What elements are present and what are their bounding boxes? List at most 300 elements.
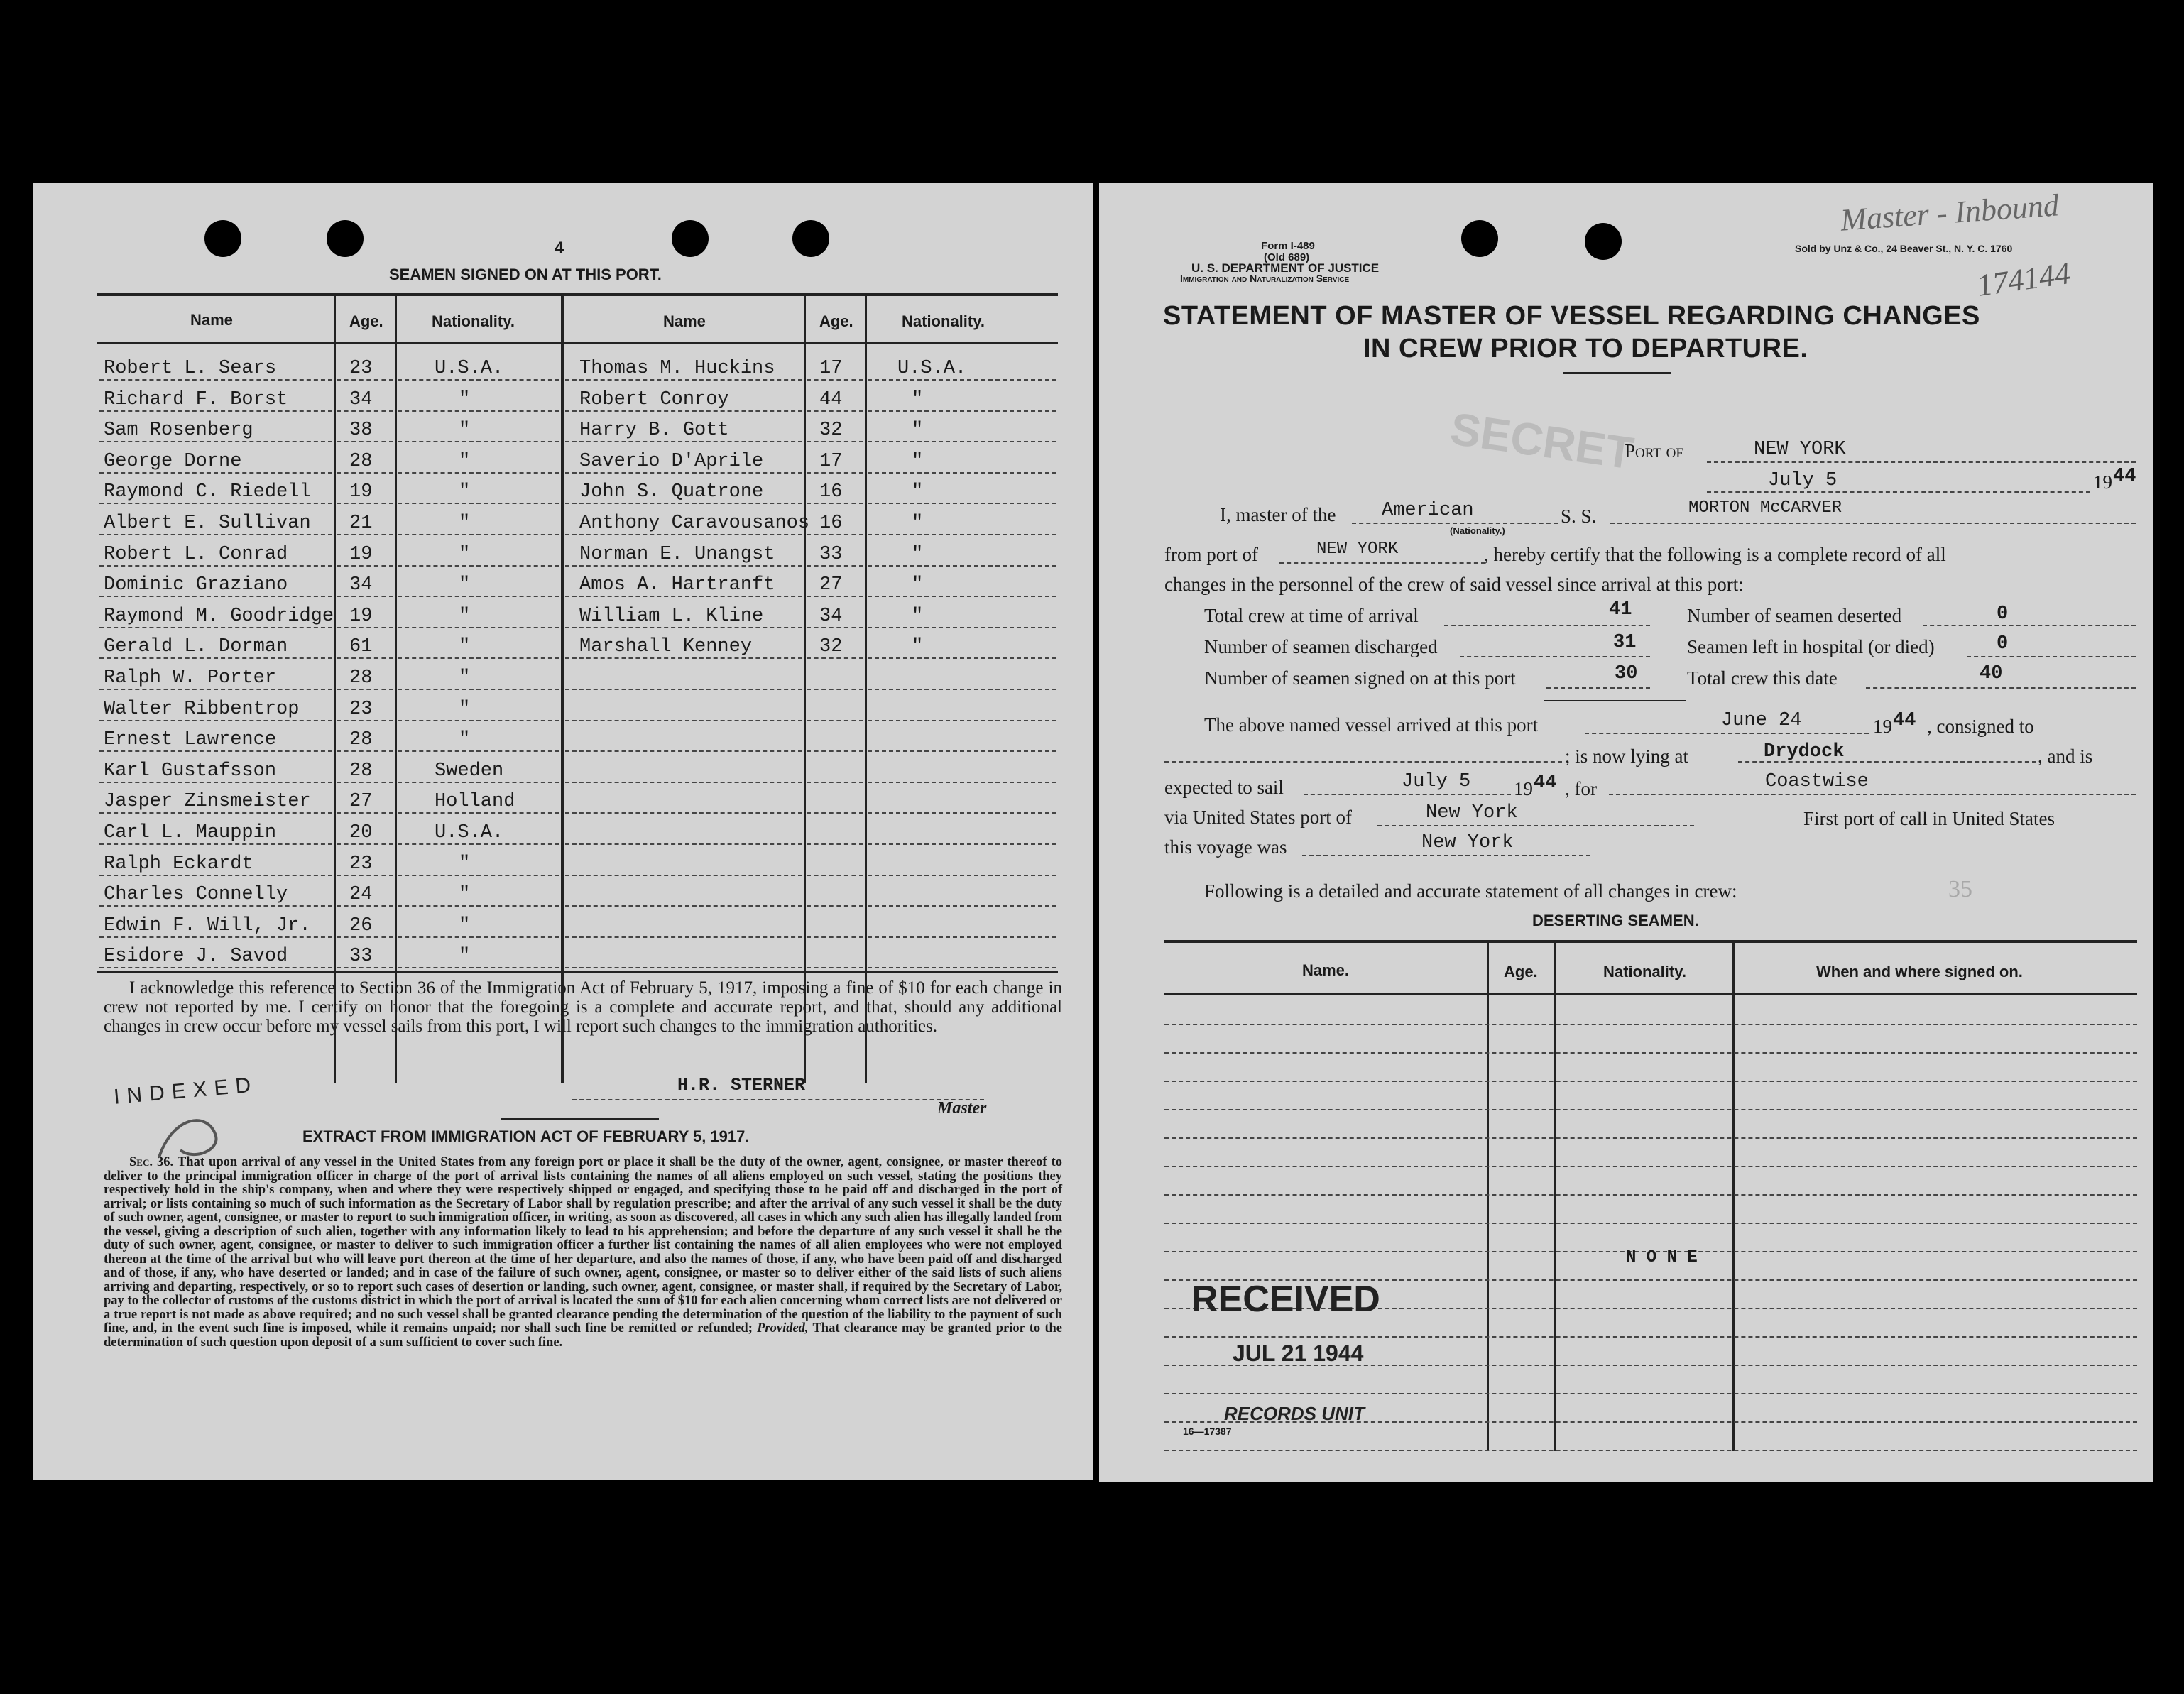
crew-nationality: " [459,574,471,596]
crew-age: 28 [349,729,373,751]
punch-hole [672,220,709,257]
discharged-value: 31 [1613,632,1637,653]
sail-year-prefix: 19 [1514,778,1533,799]
date-line [1707,491,2090,493]
form-title-line2: IN CREW PRIOR TO DEPARTURE. [1363,334,1808,364]
crew-age: 34 [819,605,843,627]
deserting-row-rule [1164,1166,2137,1167]
row-rule [398,596,559,597]
row-rule [99,410,332,412]
row-rule [398,441,559,442]
crew-name: Walter Ribbentrop [104,698,300,720]
row-rule [337,689,393,690]
none-value: N O N E [1626,1248,1698,1267]
crew-name: Robert Conroy [579,388,729,410]
master-label: Master [937,1099,987,1118]
row-rule [868,750,1056,752]
row-rule [337,627,393,628]
voyage-value: New York [1421,832,1514,853]
right-page [1099,183,2153,1482]
seamen-signed-title: SEAMEN SIGNED ON AT THIS PORT. [389,266,662,283]
row-rule [337,534,393,535]
arrived-year-prefix: 19 [1873,716,1892,737]
punch-hole [327,220,364,257]
table-bottom-rule [97,971,1058,973]
row-rule [99,596,332,597]
section-label: Sec. 36. [129,1155,174,1169]
deserting-header-age: Age. [1504,963,1538,980]
form-number: Form I-489 [1261,240,1315,252]
total-arrival-value: 41 [1609,599,1632,621]
stat-line [1460,656,1650,657]
row-rule [565,689,802,690]
crew-nationality: Sweden [435,760,504,782]
crew-nationality: " [459,636,471,658]
row-rule [868,441,1056,442]
row-rule [807,812,863,814]
crew-age: 17 [819,450,843,472]
row-rule [99,503,332,504]
crew-nationality: " [912,636,924,658]
row-rule [807,472,863,474]
row-rule [565,534,802,535]
crew-name: Dominic Graziano [104,574,288,596]
crew-name: Harry B. Gott [579,420,729,442]
row-rule [807,503,863,504]
arrived-date: June 24 [1721,710,1802,731]
punch-hole [1461,220,1498,257]
row-rule [565,750,802,752]
row-rule [807,905,863,907]
crew-nationality: " [912,388,924,410]
received-stamp: RECEIVED [1191,1279,1380,1320]
row-rule [337,720,393,721]
row-rule [565,596,802,597]
discharged-label: Number of seamen discharged [1204,636,1438,657]
row-rule [565,441,802,442]
row-rule [565,720,802,721]
crew-name: Amos A. Hartranft [579,574,775,596]
crew-age: 32 [819,636,843,658]
crew-nationality: Holland [435,791,515,813]
crew-age: 38 [349,420,373,442]
department: U. S. DEPARTMENT OF JUSTICE [1191,261,1380,275]
crew-nationality: " [459,914,471,936]
crew-nationality: " [912,481,924,503]
crew-nationality: " [459,388,471,410]
deserting-header-name: Name. [1302,961,1350,979]
pencil-number: 35 [1948,876,1972,902]
row-rule [398,503,559,504]
row-rule [807,843,863,845]
row-rule [398,565,559,567]
col-divider [1554,940,1556,1451]
stat-line [1866,687,2136,689]
for-label: , for [1565,778,1597,799]
crew-nationality: " [912,450,924,472]
row-rule [337,596,393,597]
row-rule [99,379,332,381]
service: Immigration and Naturalization Service [1180,273,1350,284]
header-nationality: Nationality. [432,312,515,330]
header-name: Name [190,311,233,329]
row-rule [337,875,393,876]
crew-name: Gerald L. Dorman [104,636,288,658]
row-rule [868,627,1056,628]
total-date-value: 40 [1980,663,2003,684]
row-rule [398,410,559,412]
crew-age: 23 [349,358,373,379]
row-rule [565,812,802,814]
arrived-line [1585,733,1869,734]
row-rule [868,905,1056,907]
crew-nationality: " [459,884,471,906]
row-rule [398,875,559,876]
row-rule [99,905,332,907]
arrived-year: 44 [1893,710,1916,731]
stat-line [1923,625,2136,626]
crew-nationality: " [912,513,924,534]
crew-name: Jasper Zinsmeister [104,791,311,813]
row-rule [807,565,863,567]
crew-nationality: " [459,853,471,875]
master-of-the-label: I, master of the [1220,504,1336,525]
deserted-label: Number of seamen deserted [1687,605,1902,626]
crew-age: 44 [819,388,843,410]
lying-at-value: Drydock [1764,741,1845,763]
row-rule [868,936,1056,938]
master-signature: H.R. STERNER [677,1075,806,1095]
row-rule [565,967,802,968]
row-rule [398,936,559,938]
crew-nationality: " [459,698,471,720]
row-rule [99,472,332,474]
deserting-row-rule [1164,1194,2137,1196]
crew-age: 16 [819,513,843,534]
form-code: 16—17387 [1183,1426,1232,1437]
crew-name: Raymond C. Riedell [104,481,311,503]
secret-stamp: SECRET [1447,403,1637,479]
crew-age: 34 [349,574,373,596]
first-port-label: First port of call in United States [1803,808,2055,829]
crew-age: 61 [349,636,373,658]
row-rule [99,627,332,628]
row-rule [565,379,802,381]
stat-line [1444,625,1650,626]
crew-name: Albert E. Sullivan [104,513,311,534]
row-rule [807,875,863,876]
crew-age: 33 [819,543,843,565]
row-rule [565,875,802,876]
crew-age: 33 [349,946,373,968]
row-rule [807,627,863,628]
section-body: That upon arrival of any vessel in the United States from any foreign port or place it shall be the duty of the owner, agent, consignee, or master thereof to deliver to the principal immigration officer in charge of the port of arrival lists containing the names of all aliens employed on such vessel, stating the positions they respectively hold in the ship's company, when and where they were respectively shipped or engaged, and specifying those to be paid off and discharged in the port of arrival; or lists containing so much of such information as the Secretary of Labor shall by regulation prescribe; and after the arrival of any such vessel it shall be the duty of such owner, agent, consignee, or master to report to such immigration officer, in writing, as soon as discovered, all cases in which any such alien has illegally landed from the vessel, giving a description of such alien, together with any information likely to lead to his apprehension; and before the departure of any such vessel it shall be the duty of such owner, agent, consignee, or master to deliver to such immigration officer a further list containing the names of all alien employees who were not employed thereon at the time of the arrival but who will leave port thereon at the time of her departure, and also the names of those, if any, who have been paid off and discharged and of those, if any, who have deserted or landed; and in case of the failure of such owner, agent, consignee, or master so to deliver either of the said lists of such aliens arriving and departing, respectively, or so to report such cases of desertion or landing, such owner, agent, consignee, or master shall, if required by the Secretary of Labor, pay to the collector of customs of the customs district in which the port of arrival is located the sum of $10 for each alien concerning whom correct lists are not delivered or a true report is not made as above required; and no such vessel shall be granted clearance pending the determination of the question of the liability to the payment of such fine, and, in the event such fine is imposed, while it remains unpaid; nor shall such fine be remitted or refunded; [104,1155,1062,1335]
crew-nationality: " [459,450,471,472]
year-value: 44 [2113,466,2136,487]
signature-line [572,1099,984,1100]
row-rule [398,812,559,814]
row-rule [868,843,1056,845]
indexed-stamp: INDEXED [112,1073,259,1109]
crew-nationality: " [459,729,471,751]
nationality-caption: (Nationality.) [1450,525,1505,536]
acknowledgement-text: I acknowledge this reference to Section 36 of the Immigration Act of February 5, 1917, imposing a fine of $10 for each change in crew not reported by me. I certify on honor that the foregoing is a complete and accurate report, and that, should any additional changes in crew occur before my vessel sails from this port, I will report such changes to the immigration authorities. [104,978,1062,1036]
row-rule [868,967,1056,968]
ss-label: S. S. [1561,506,1597,527]
crew-nationality: " [459,543,471,565]
col-divider [1732,940,1735,1451]
row-rule [337,441,393,442]
row-rule [807,596,863,597]
row-rule [868,534,1056,535]
following-text: Following is a detailed and accurate statement of all changes in crew: [1204,880,1737,902]
crew-nationality: " [912,605,924,627]
deserting-table-header-rule [1164,993,2137,995]
crew-name: Sam Rosenberg [104,420,253,442]
row-rule [807,750,863,752]
crew-nationality: " [459,605,471,627]
title-underline [1563,372,1671,374]
col-divider [334,293,336,1083]
row-rule [337,782,393,783]
consigned-to-label: , consigned to [1927,716,2034,737]
deserting-table-top [1164,940,2137,943]
form-old-number: (Old 689) [1264,251,1310,263]
deserting-row-rule [1164,1137,2137,1139]
row-rule [807,379,863,381]
row-rule [99,534,332,535]
row-rule [398,657,559,659]
ship-name: MORTON McCARVER [1688,498,1842,518]
handwritten-number: 174144 [1975,256,2073,303]
row-rule [337,967,393,968]
row-rule [565,565,802,567]
header-name: Name [663,312,706,330]
page-number: 4 [555,239,564,258]
row-rule [337,503,393,504]
total-arrival-label: Total crew at time of arrival [1204,605,1419,626]
row-rule [807,441,863,442]
crew-nationality: " [459,667,471,689]
deserting-title: DESERTING SEAMEN. [1532,912,1699,929]
section-end: That clearance may be granted prior to the determination of such question upon deposit of a sum sufficient to cover such fine. [104,1321,1063,1350]
crew-name: Raymond M. Goodridge [104,605,334,627]
extract-rule [501,1118,659,1120]
section-36-text [104,1156,1062,1350]
row-rule [807,689,863,690]
crew-nationality: U.S.A. [435,822,504,843]
row-rule [99,720,332,721]
crew-nationality: " [459,420,471,442]
hospital-value: 0 [1997,633,2009,655]
crew-age: 19 [349,543,373,565]
row-rule [337,750,393,752]
row-rule [99,812,332,814]
row-rule [398,720,559,721]
row-rule [398,627,559,628]
row-rule [398,905,559,907]
crew-age: 26 [349,914,373,936]
crew-age: 28 [349,667,373,689]
crew-nationality: U.S.A. [897,358,967,379]
crew-age: 23 [349,853,373,875]
handwritten-note: Master - Inbound [1839,187,2060,238]
row-rule [99,936,332,938]
crew-name: Karl Gustafsson [104,760,277,782]
deserted-value: 0 [1997,603,2009,625]
row-rule [565,936,802,938]
crew-age: 28 [349,760,373,782]
row-rule [99,782,332,783]
port-line [1707,461,2136,463]
row-rule [99,441,332,442]
crew-name: Saverio D'Aprile [579,450,764,472]
port-label: Port of [1625,440,1683,461]
nationality-line [1352,523,1558,524]
stat-line [1546,687,1650,689]
col-divider [395,293,397,1083]
row-rule [337,812,393,814]
deserting-row-rule [1164,1109,2137,1110]
crew-age: 27 [819,574,843,596]
row-rule [868,875,1056,876]
via-label: via United States port of [1164,807,1352,828]
crew-nationality: " [912,420,924,442]
received-date: JUL 21 1944 [1233,1340,1364,1366]
arrived-text: The above named vessel arrived at this port [1204,714,1539,736]
row-rule [398,689,559,690]
row-rule [807,782,863,783]
nationality-value: American [1382,500,1474,521]
deserting-row-rule [1164,1024,2137,1025]
row-rule [398,843,559,845]
crew-name: Marshall Kenney [579,636,753,658]
signed-on-value: 30 [1615,663,1638,684]
row-rule [565,782,802,783]
form-title-line1: STATEMENT OF MASTER OF VESSEL REGARDING CHANGES [1163,301,1980,331]
crew-nationality: " [912,543,924,565]
table-header-rule [97,342,1058,344]
sold-by: Sold by Unz & Co., 24 Beaver St., N. Y. C. 1760 [1795,243,2013,254]
deserting-row-rule [1164,1450,2137,1451]
deserting-header-when: When and where signed on. [1816,963,2023,980]
crew-name: Ernest Lawrence [104,729,277,751]
deserting-header-nationality: Nationality. [1603,963,1686,980]
row-rule [868,503,1056,504]
stat-rule [1544,700,1686,701]
crew-nationality: " [912,574,924,596]
col-divider [561,293,564,1083]
hospital-label: Seamen left in hospital (or died) [1687,636,1935,657]
row-rule [807,936,863,938]
crew-age: 32 [819,420,843,442]
crew-name: Anthony Caravousanos [579,513,810,534]
row-rule [337,657,393,659]
crew-age: 28 [349,450,373,472]
crew-name: Charles Connelly [104,884,288,906]
deserting-row-rule [1164,1336,2137,1338]
crew-name: Edwin F. Will, Jr. [104,914,311,936]
col-divider [1487,940,1489,1451]
header-nationality: Nationality. [902,312,985,330]
row-rule [868,812,1056,814]
row-rule [337,905,393,907]
row-rule [807,657,863,659]
row-rule [337,843,393,845]
left-page [33,183,1093,1480]
voyage-label: this voyage was [1164,836,1287,858]
row-rule [337,379,393,381]
voyage-line [1302,855,1590,856]
via-line [1377,825,1694,826]
deserting-row-rule [1164,1393,2137,1394]
row-rule [398,379,559,381]
row-rule [398,534,559,535]
for-value: Coastwise [1765,771,1869,792]
stat-line [1967,656,2136,657]
crew-age: 16 [819,481,843,503]
crew-name: Robert L. Sears [104,358,277,379]
lying-line [1738,761,2036,763]
for-line [1609,794,2136,795]
row-rule [337,410,393,412]
crew-name: Esidore J. Savod [104,946,288,968]
signed-on-label: Number of seamen signed on at this port [1204,667,1516,689]
row-rule [868,596,1056,597]
row-rule [99,750,332,752]
row-rule [868,410,1056,412]
crew-nationality: " [459,513,471,534]
row-rule [868,657,1056,659]
row-rule [398,782,559,783]
from-port-value: NEW YORK [1316,540,1399,559]
row-rule [807,720,863,721]
crew-nationality: U.S.A. [435,358,504,379]
consignee-line [1164,761,1562,763]
row-rule [565,843,802,845]
crew-age: 17 [819,358,843,379]
port-value: NEW YORK [1754,439,1846,460]
row-rule [337,472,393,474]
from-port-line [1279,562,1485,564]
punch-hole [792,220,829,257]
crew-name: Norman E. Unangst [579,543,775,565]
total-date-label: Total crew this date [1687,667,1838,689]
extract-title: EXTRACT FROM IMMIGRATION ACT OF FEBRUARY 5, 1917. [302,1127,750,1145]
sail-line [1304,794,1511,795]
row-rule [868,565,1056,567]
crew-age: 34 [349,388,373,410]
row-rule [868,689,1056,690]
row-rule [868,472,1056,474]
ship-line [1610,523,2136,524]
deserting-row-rule [1164,1223,2137,1224]
row-rule [398,472,559,474]
row-rule [565,627,802,628]
section-proviso: Provided, [757,1321,809,1335]
row-rule [565,657,802,659]
row-rule [337,565,393,567]
date-value: July 5 [1768,470,1838,491]
deserting-row-rule [1164,1052,2137,1054]
crew-name: Ralph Eckardt [104,853,253,875]
crew-name: William L. Kline [579,605,764,627]
col-divider [865,293,867,1083]
and-is-label: , and is [2038,745,2093,767]
crew-age: 27 [349,791,373,813]
lying-at-label: ; is now lying at [1565,745,1688,767]
row-rule [398,750,559,752]
